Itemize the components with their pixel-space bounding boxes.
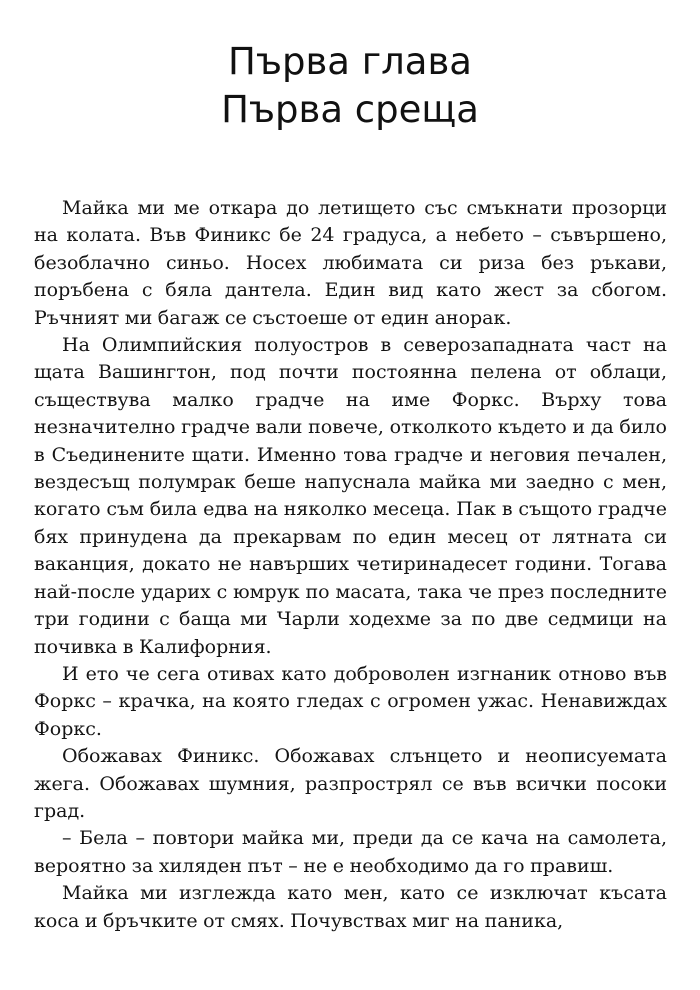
paragraph: На Олимпийския полуостров в северозападната част на щата Вашингтон, под почти постоянна пелена от облаци, съществува малко градче на име Форкс. Върху това незначително градче вали повече, отколкото където и да било в Съединените щати. Именно това градче и неговия печален, вездесъщ полумрак беше напуснала майка ми заедно с мен, когато съм била едва на няколко месеца. Пак в същото градче бях принудена да прекарвам по един месец от лятната си ваканция, докато не навърших четиринадесет години. Тогава най-после ударих с юмрук по масата, така че през последните три години с баща ми Чарли ходехме за по две седмици на почивка в Калифорния.: [34, 334, 667, 658]
chapter-body: [34, 195, 667, 935]
paragraph: Майка ми ме откара до летището със смъкнати прозорци на колата. Във Финикс бе 24 градуса, а небето – съвършено, безоблачно синьо. Носех любимата си риза без ръкави, поръбена с бяла дантела. Един вид като жест за сбогом. Ръчният ми багаж се състоеше от един анорак.: [34, 197, 667, 329]
chapter-name-title: Първа среща: [221, 88, 479, 131]
paragraph: – Бела – повтори майка ми, преди да се кача на самолета, вероятно за хиляден път – не е необходимо да го правиш.: [34, 827, 667, 877]
paragraph: Майка ми изглежда като мен, като се изключат късата коса и бръчките от смях. Почувствах миг на паника,: [34, 882, 667, 932]
chapter-number-title: Първа глава: [228, 40, 472, 83]
paragraph: И ето че сега отивах като доброволен изгнаник отново във Форкс – крачка, на която гледах с огромен ужас. Ненавиждах Форкс.: [34, 662, 667, 740]
paragraph: Обожавах Финикс. Обожавах слънцето и неописуемата жега. Обожавах шумния, разпрострял се във всички посоки град.: [34, 745, 667, 822]
